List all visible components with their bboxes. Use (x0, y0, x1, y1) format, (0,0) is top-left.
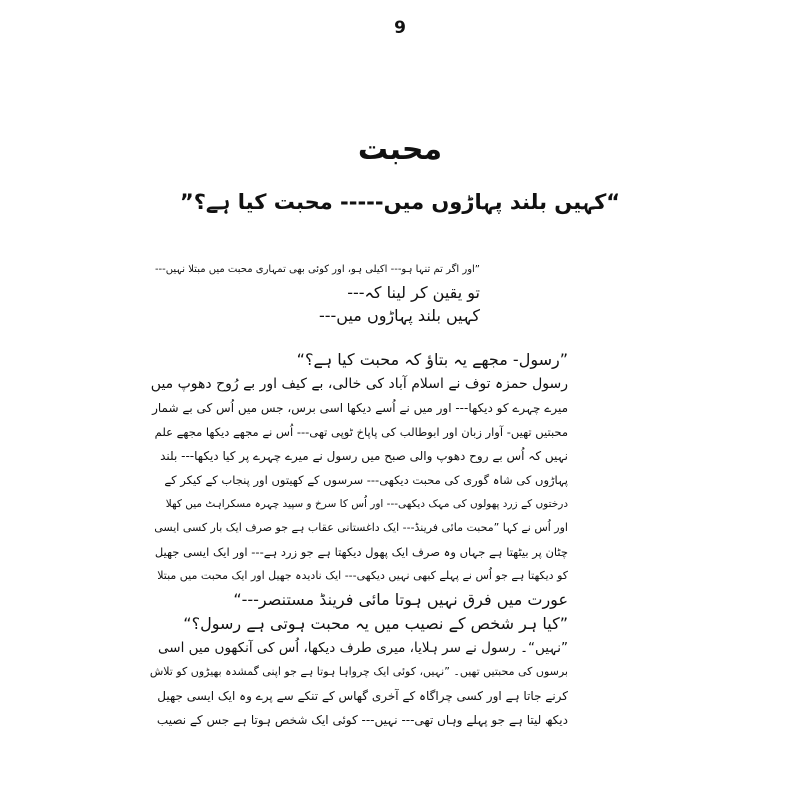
paragraph-line: کرنے جاتا ہے اور کسی چراگاہ کے آخری گھاس کے تنکے سے پرے وہ ایک ایسی جھیل (157, 689, 568, 703)
paragraph-line: چٹان پر بیٹھتا ہے جہاں وہ صرف ایک پھول دیکھتا ہے جو زرد ہے--- اور ایک ایسی جھیل (154, 545, 568, 559)
paragraph-line: برسوں کی محبتیں تھیں۔ ”نہیں، کوئی ایک چرواہا ہوتا ہے جو اپنی گمشدہ بھیڑوں کو تلاش (149, 665, 568, 678)
verse-line: تو یقین کر لینا کہ--- (347, 283, 480, 302)
paragraph-line: اور اُس نے کہا ”محبت مائی فرینڈ--- ایک داغستانی عقاب ہے جو صرف ایک بار کسی ایسی (154, 521, 568, 534)
paragraph-line: عورت میں فرق نہیں ہوتا مائی فرینڈ مستنصر---“ (233, 590, 568, 609)
paragraph-line: نہیں کہ اُس بے روح دھوپ والی صبح میں رسول نے میرے چہرے پر کیا دیکھا--- بلند (160, 449, 568, 463)
paragraph-line: دیکھ لیتا ہے جو پہلے وہاں تھی--- نہیں--- کوئی ایک شخص ہوتا ہے جس کے نصیب (156, 713, 568, 727)
paragraph-line: رسول حمزہ توف نے اسلام آباد کی خالی، بے کیف اور بے رُوح دھوپ میں (150, 376, 568, 392)
paragraph-line: ”رسول- مجھے یہ بتاؤ کہ محبت کیا ہے؟“ (296, 350, 568, 369)
paragraph-line: ”نہیں“۔ رسول نے سر ہلایا، میری طرف دیکھا، اُس کی آنکھوں میں اسی (158, 640, 568, 656)
paragraph-line: درختوں کے زرد پھولوں کی مہک دیکھی--- اور اُس کا سرخ و سپید چہرہ مسکراہٹ میں کھلا (165, 498, 568, 510)
page-number: 9 (394, 18, 406, 38)
paragraph-line: میرے چہرے کو دیکھا--- اور میں نے اُسے دیکھا اسی برس، جس میں اُس کی بے شمار (152, 401, 568, 415)
paragraph-line: ”کیا ہر شخص کے نصیب میں یہ محبت ہوتی ہے رسول؟“ (183, 614, 568, 633)
verse-line: کہیں بلند پہاڑوں میں--- (318, 306, 480, 325)
paragraph-line: کو دیکھتا ہے جو اُس نے پہلے کبھی نہیں دیکھی--- ایک نادیدہ جھیل اور ایک محبت میں مبتلا (157, 569, 568, 582)
chapter-subtitle: ”کہیں بلند پہاڑوں میں----- محبت کیا ہے؟“ (179, 190, 621, 214)
verse-line: ”اور اگر تم تنہا ہو--- اکیلی ہو، اور کوئی بھی تمہاری محبت میں مبتلا نہیں--- (154, 264, 480, 275)
paragraph-line: پہاڑوں کی شاہ گوری کی محبت دیکھی--- سرسوں کے کھیتوں اور پنجاب کے کیکر کے (164, 473, 568, 487)
paragraph-line: محبتیں تھیں- آوار زبان اور ابوطالب کی پاپاخ ٹوپی تھی--- اُس نے مجھے دیکھا مجھے علم (154, 425, 568, 439)
chapter-title: محبت (357, 132, 443, 167)
